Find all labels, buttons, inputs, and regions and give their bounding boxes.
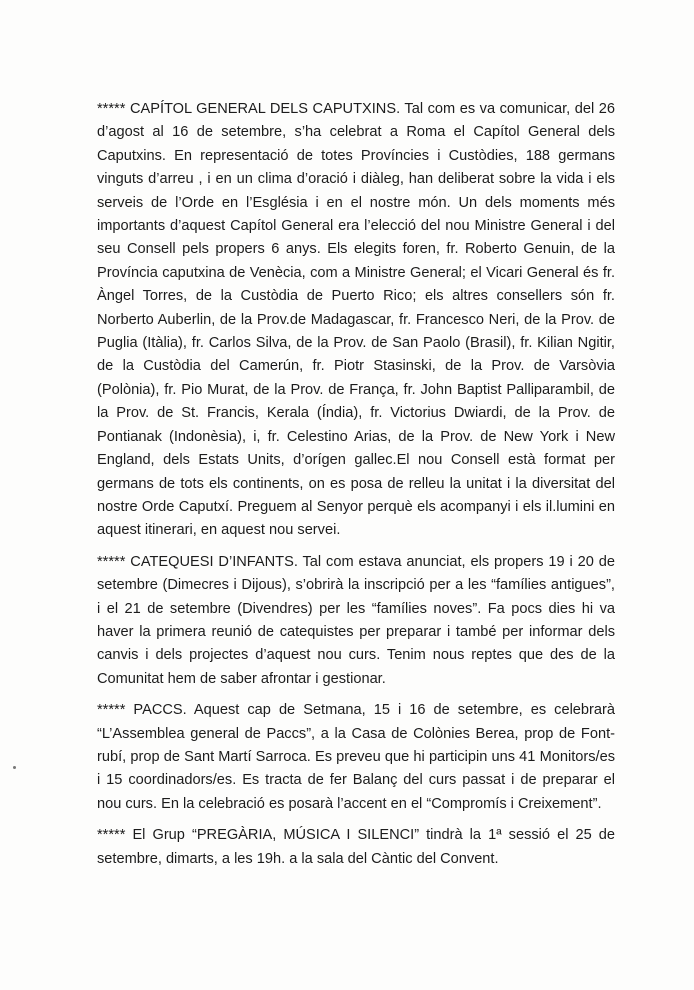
document-body xyxy=(97,98,615,871)
paragraph-catequesi: ***** CATEQUESI D’INFANTS. Tal com estava anunciat, els propers 19 i 20 de setembre (Dimecres i Dijous), s’obrirà la inscripció per a les “famílies antigues”, i el 21 de setembre (Divendres) per les “famílies noves”. Fa pocs dies hi va haver la primera reunió de catequistes per preparar i també per informar dels canvis i dels projectes d’aquest nou curs. Tenim nous reptes que des de la Comunitat hem de saber afrontar i gestionar. xyxy=(97,553,615,687)
paragraph-paccs: ***** PACCS. Aquest cap de Setmana, 15 i 16 de setembre, es celebrarà “L’Assemblea general de Paccs”, a la Casa de Colònies Berea, prop de Font-rubí, prop de Sant Martí Sarroca. Es preveu que hi participin uns 41 Monitors/es i 15 coordinadors/es. Es tracta de fer Balanç del curs passat i de preparar el nou curs. En la celebració es posarà l’accent en el “Compromís i Creixement”. xyxy=(97,702,615,812)
paragraph-capitol-general: ***** CAPÍTOL GENERAL DELS CAPUTXINS. Tal com es va comunicar, del 26 d’agost al 16 de setembre, s’ha celebrat a Roma el Capítol General dels Caputxins. En representació de totes Províncies i Custòdies, 188 germans vinguts d’arreu , i en un clima d’oració i diàleg, han deliberat sobre la vida i els serveis de l’Orde en l’Església i en el nostre món. Un dels moments més importants d’aquest Capítol General era l’elecció del nou Ministre General i del seu Consell pels propers 6 anys. Els elegits foren, fr. Roberto Genuin, de la Província caputxina de Venècia, com a Ministre General; el Vicari General és fr. Àngel Torres, de la Custòdia de Puerto Rico; els altres consellers són fr. Norberto Auberlin, de la Prov.de Madagascar, fr. Francesco Neri, de la Prov. de Puglia (Itàlia), fr. Carlos Silva, de la Prov. de San Paolo (Brasil), fr. Kilian Ngitir, de la Custòdia del Camerún, fr. Piotr Stasinski, de la Prov. de Varsòvia (Polònia), fr. Pio Murat, de la Prov. de França, fr. John Baptist Palliparambil, de la Prov. de St. Francis, Kerala (Índia), fr. Victorius Dwiardi, de la Prov. de Pontianak (Indonèsia), i, fr. Celestino Arias, de la Prov. de New York i New England, dels Estats Units, d’orígen gallec.El nou Consell està format per germans de tots els continents, on es posa de relleu la unitat i la diversitat del nostre Orde Caputxí. Preguem al Senyor perquè els acompanyi i els il.lumini en aquest itinerari, en aquest nou servei. xyxy=(97,101,615,539)
paragraph-pregaria: ***** El Grup “PREGÀRIA, MÚSICA I SILENCI” tindrà la 1ª sessió el 25 de setembre, dimarts, a les 19h. a la sala del Càntic del Convent. xyxy=(97,827,615,867)
scan-speck xyxy=(13,766,16,769)
